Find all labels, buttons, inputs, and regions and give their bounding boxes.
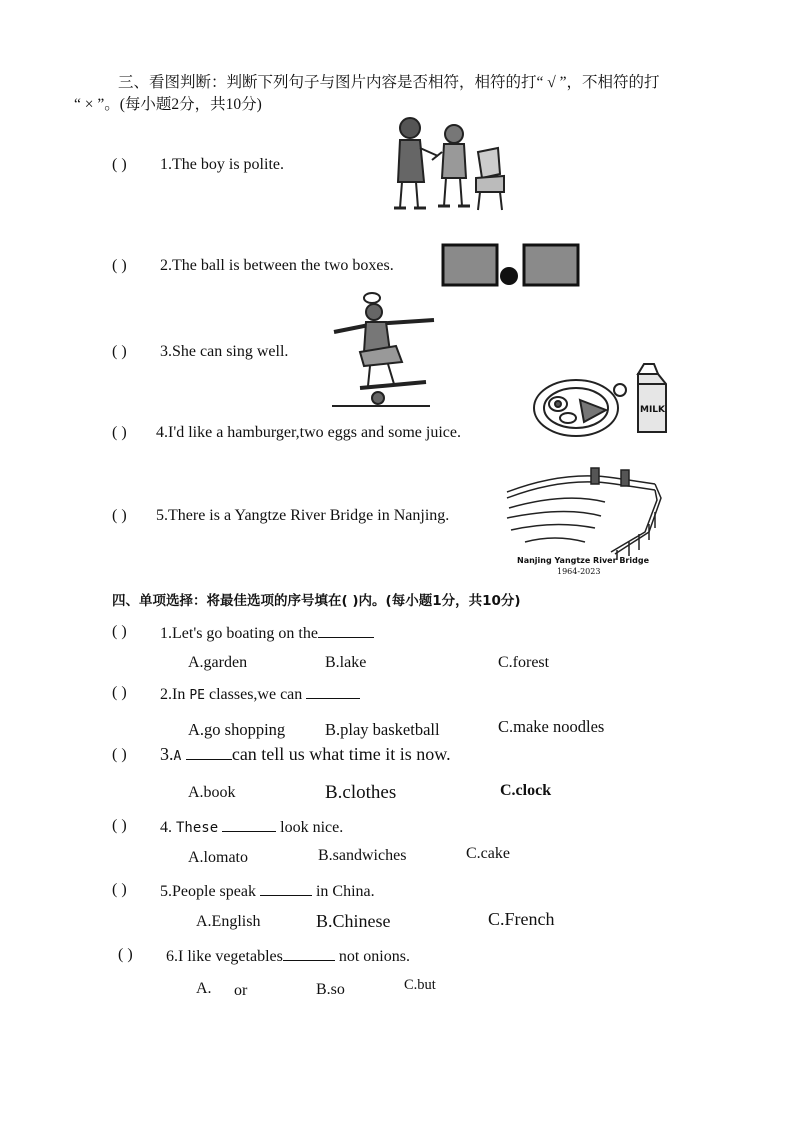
question-4-4-stem-a: 4. bbox=[160, 819, 172, 836]
answer-paren-3-4[interactable]: ( ) bbox=[112, 424, 127, 441]
section-4-heading: 四、单项选择：将最佳选项的序号填在( )内。(每小题1分，共10分) bbox=[112, 593, 521, 609]
bridge-caption: Nanjing Yangtze River Bridge bbox=[517, 556, 649, 565]
option-4-2-b[interactable]: B.play basketball bbox=[325, 720, 440, 739]
option-4-2-c[interactable]: C.make noodles bbox=[498, 717, 605, 736]
option-4-5-c[interactable]: C.French bbox=[488, 909, 555, 929]
boy-giving-seat-picture bbox=[386, 112, 508, 214]
question-4-3-stem-a: 3. bbox=[160, 744, 174, 764]
bridge-years: 1964-2023 bbox=[557, 567, 601, 576]
option-4-4-b[interactable]: B.sandwiches bbox=[318, 847, 407, 864]
question-4-1-stem: 1.Let's go boating on the bbox=[160, 625, 318, 642]
option-4-1-c[interactable]: C.forest bbox=[498, 654, 550, 671]
answer-paren-4-2[interactable]: ( ) bbox=[112, 684, 127, 701]
question-4-2-stem-a: 2.In bbox=[160, 686, 186, 703]
milk-label: MILK bbox=[640, 405, 666, 415]
question-4-3 bbox=[160, 744, 451, 765]
blank-4-1[interactable] bbox=[318, 623, 374, 638]
option-4-1-b[interactable]: B.lake bbox=[325, 654, 367, 671]
option-4-1-a[interactable]: A.garden bbox=[188, 654, 248, 671]
question-4-6 bbox=[166, 946, 410, 966]
answer-paren-3-1[interactable]: ( ) bbox=[112, 156, 127, 173]
question-4-4-stem-b: These bbox=[176, 820, 219, 836]
option-4-5-a[interactable]: A.English bbox=[196, 913, 261, 930]
statement-3-5: 5.There is a Yangtze River Bridge in Nanjing. bbox=[156, 507, 450, 524]
option-4-6-b[interactable]: B.so bbox=[316, 981, 345, 998]
question-4-4 bbox=[160, 817, 343, 837]
ball-between-boxes-picture bbox=[440, 242, 582, 288]
question-4-4-stem-c: look nice. bbox=[280, 819, 344, 836]
blank-4-3[interactable] bbox=[186, 745, 232, 760]
question-4-5 bbox=[160, 881, 375, 901]
answer-paren-4-1[interactable]: ( ) bbox=[112, 623, 127, 640]
question-4-1 bbox=[160, 623, 374, 643]
section-3-heading-line-2: “ × ”。(每小题2分，共10分) bbox=[74, 96, 262, 113]
option-4-4-c[interactable]: C.cake bbox=[466, 845, 510, 862]
question-4-6-stem-a: 6.I like vegetables bbox=[166, 948, 283, 965]
nanjing-bridge-picture bbox=[505, 462, 665, 576]
answer-paren-4-4[interactable]: ( ) bbox=[112, 817, 127, 834]
option-4-6-a-text[interactable]: or bbox=[234, 982, 248, 999]
food-plate-and-milk-picture bbox=[532, 360, 672, 440]
option-4-3-c[interactable]: C.clock bbox=[500, 782, 552, 799]
answer-paren-4-6[interactable]: ( ) bbox=[118, 946, 133, 963]
question-4-3-stem-c: can tell us what time it is now. bbox=[231, 744, 451, 764]
option-4-5-b[interactable]: B.Chinese bbox=[316, 911, 391, 931]
option-4-2-a[interactable]: A.go shopping bbox=[188, 720, 286, 739]
statement-3-2: 2.The ball is between the two boxes. bbox=[160, 257, 394, 274]
girl-balancing-picture bbox=[330, 290, 438, 408]
option-4-4-a[interactable]: A.lomato bbox=[188, 849, 248, 866]
question-4-2-stem-c: classes,we can bbox=[208, 686, 303, 703]
statement-3-1: 1.The boy is polite. bbox=[160, 156, 284, 173]
option-4-3-a[interactable]: A.book bbox=[188, 784, 236, 801]
question-4-2-stem-b: PE bbox=[189, 688, 205, 703]
blank-4-2[interactable] bbox=[306, 684, 360, 699]
question-4-3-stem-b: A bbox=[173, 749, 182, 764]
answer-paren-3-2[interactable]: ( ) bbox=[112, 257, 127, 274]
answer-paren-3-5[interactable]: ( ) bbox=[112, 507, 127, 524]
option-4-6-a[interactable]: A. bbox=[196, 980, 212, 997]
statement-3-4: 4.I'd like a hamburger,two eggs and some juice. bbox=[156, 424, 461, 441]
question-4-2 bbox=[160, 684, 360, 704]
section-3-heading-line-1: 三、看图判断：判断下列句子与图片内容是否相符，相符的打“ √ ”，不相符的打 bbox=[118, 74, 660, 91]
option-4-6-c[interactable]: C.but bbox=[404, 977, 436, 993]
answer-paren-4-3[interactable]: ( ) bbox=[112, 746, 127, 763]
blank-4-6[interactable] bbox=[283, 946, 335, 961]
question-4-5-stem-c: in China. bbox=[315, 883, 375, 900]
option-4-3-b[interactable]: B.clothes bbox=[325, 782, 397, 803]
answer-paren-3-3[interactable]: ( ) bbox=[112, 343, 127, 360]
blank-4-4[interactable] bbox=[222, 817, 276, 832]
blank-4-5[interactable] bbox=[260, 881, 312, 896]
answer-paren-4-5[interactable]: ( ) bbox=[112, 881, 127, 898]
question-4-5-stem-a: 5.People speak bbox=[160, 883, 256, 900]
question-4-6-stem-c: not onions. bbox=[338, 948, 410, 965]
statement-3-3: 3.She can sing well. bbox=[160, 343, 289, 360]
